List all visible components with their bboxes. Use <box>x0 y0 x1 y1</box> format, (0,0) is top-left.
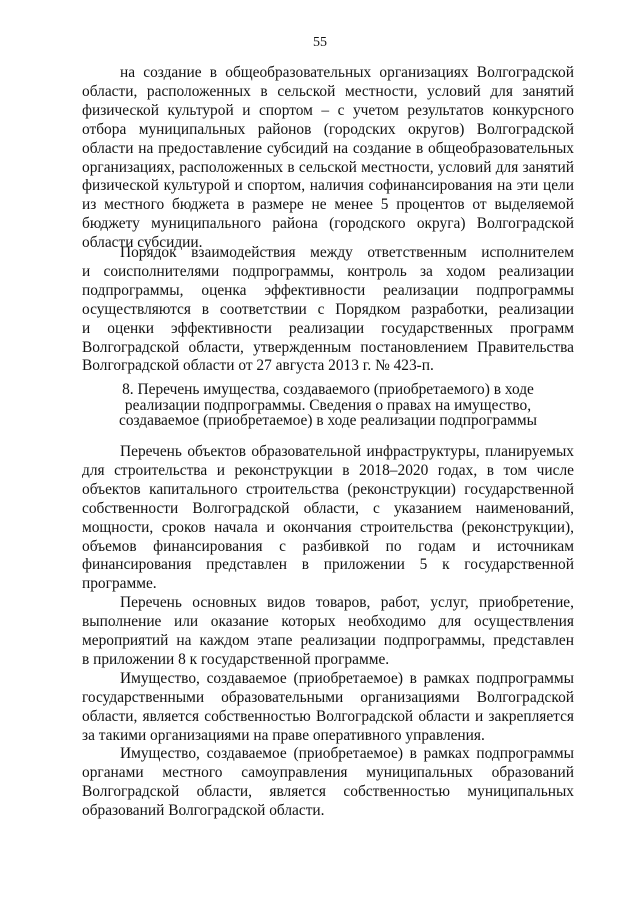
text-line: Имущество, создаваемое (приобретаемое) в рамках подпрограммы <box>120 745 574 762</box>
paragraph-goods-works-list <box>82 594 574 670</box>
text-line: органами местного самоуправления муниципальных образований <box>82 763 574 781</box>
text-line: за такими организациями на праве оперативного управления. <box>82 726 485 744</box>
text-line: Волгоградской области, утвержденным постановлением Правительства <box>82 338 574 356</box>
text-line: осуществляются в соответствии с Порядком разработки, реализации <box>82 300 574 318</box>
text-line: образований Волгоградской области. <box>82 801 325 819</box>
text-line: мероприятий на каждом этапе реализации подпрограммы, представлен <box>82 631 574 649</box>
page-number: 55 <box>313 35 327 50</box>
paragraph-interaction-procedure <box>82 244 574 376</box>
text-line: собственности Волгоградской области, с указанием наименований, <box>82 499 574 517</box>
paragraph-subsidy-conditions <box>82 64 574 253</box>
paragraph-municipal-property <box>82 745 574 821</box>
text-line: подпрограммы, оценка эффективности реализации подпрограммы <box>82 281 574 299</box>
text-line: объемов финансирования с разбивкой по годам и источникам <box>82 537 574 555</box>
text-line: Порядок взаимодействия между ответственным исполнителем <box>120 244 574 261</box>
text-line: и оценки эффективности реализации государственных программ <box>82 319 574 337</box>
text-line: и соисполнителями подпрограммы, контроль за ходом реализации <box>82 262 574 280</box>
text-line: физической культурой и спортом – с учетом результатов конкурсного <box>82 101 574 119</box>
paragraph-state-property <box>82 670 574 746</box>
text-line: программе. <box>82 575 157 593</box>
text-line: организациях, расположенных в сельской местности, условий для занятий <box>82 158 574 176</box>
text-line: мощности, сроков начала и окончания строительства (реконструкции), <box>82 518 574 536</box>
text-line: области субсидии. <box>82 234 203 252</box>
text-line: Волгоградской области, является собственностью муниципальных <box>82 782 574 800</box>
text-line: выполнение или оказание которых необходимо для осуществления <box>82 612 574 630</box>
text-line: финансирования представлен в приложении 5 к государственной <box>82 556 574 574</box>
text-line: Волгоградской области от 27 августа 2013 г. № 423-п. <box>82 357 434 375</box>
paragraph-infrastructure-list <box>82 443 574 594</box>
section-heading <box>82 382 574 429</box>
text-line: государственными образовательными организациями Волгоградской <box>82 688 574 706</box>
text-line: отбора муниципальных районов (городских округов) Волгоградской <box>82 120 574 138</box>
text-line: области, является собственностью Волгоградской области и закрепляется <box>82 707 574 725</box>
text-line: в приложении 8 к государственной программе. <box>82 650 390 668</box>
text-line: из местного бюджета в размере не менее 5 процентов от выделяемой <box>82 196 574 214</box>
heading-line: реализации подпрограммы. Сведения о правах на имущество, <box>124 396 532 414</box>
text-line: физической культурой и спортом, наличия софинансирования на эти цели <box>82 177 574 195</box>
text-line: области, расположенных в сельской местности, условий для занятий <box>82 82 574 100</box>
heading-line: создаваемое (приобретаемое) в ходе реализации подпрограммы <box>118 412 538 429</box>
text-line: области на предоставление субсидий на создание в общеобразовательных <box>82 139 574 157</box>
text-line: бюджету муниципального района (городского округа) Волгоградской <box>82 215 574 233</box>
text-line: Перечень объектов образовательной инфраструктуры, планируемых <box>120 443 574 460</box>
text-line: объектов капитального строительства (реконструкции) государственной <box>82 480 574 498</box>
text-line: для строительства и реконструкции в 2018–2020 годах, в том числе <box>82 461 574 479</box>
text-line: Перечень основных видов товаров, работ, услуг, приобретение, <box>120 594 574 611</box>
heading-line: 8. Перечень имущества, создаваемого (приобретаемого) в ходе <box>122 381 534 398</box>
text-line: Имущество, создаваемое (приобретаемое) в рамках подпрограммы <box>120 670 574 687</box>
text-line: на создание в общеобразовательных организациях Волгоградской <box>120 64 574 81</box>
